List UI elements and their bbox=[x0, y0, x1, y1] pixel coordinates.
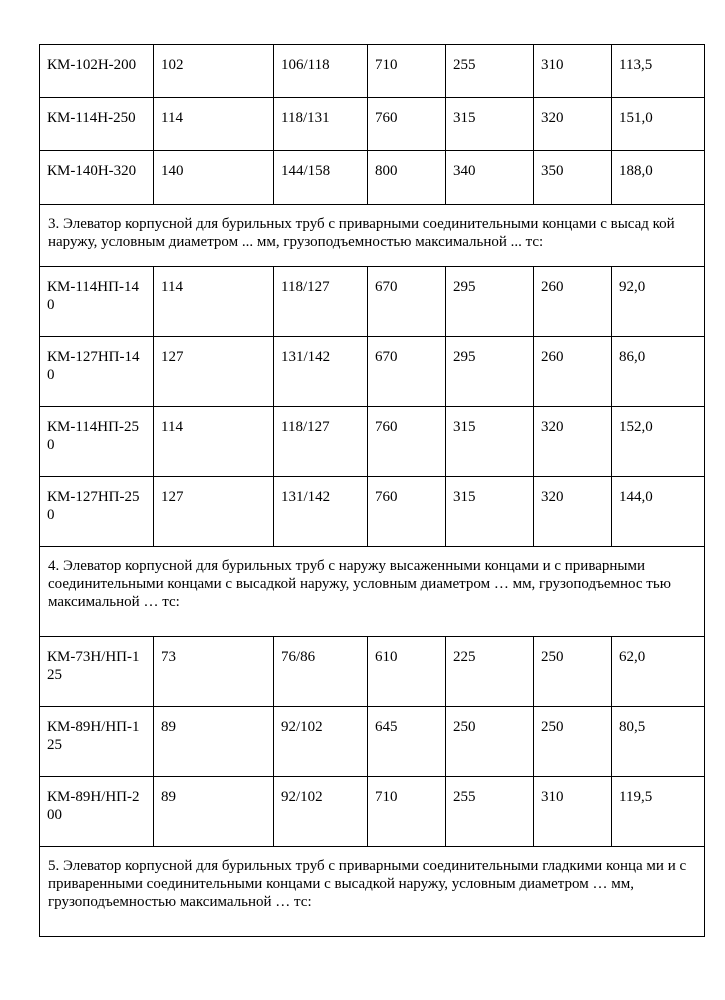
pipe-diameter-cell: 73 bbox=[154, 637, 274, 707]
height-cell: 800 bbox=[368, 151, 446, 205]
pipe-diameter-cell: 127 bbox=[154, 477, 274, 547]
bore-diameter-cell: 131/142 bbox=[274, 477, 368, 547]
table-row bbox=[40, 477, 705, 547]
mass-cell: 119,5 bbox=[612, 777, 705, 847]
bore-diameter-cell: 118/131 bbox=[274, 98, 368, 151]
width-cell: 295 bbox=[446, 337, 534, 407]
depth-cell: 350 bbox=[534, 151, 612, 205]
model-cell: КМ-127НП-14 0 bbox=[40, 337, 154, 407]
section-heading-row bbox=[40, 847, 705, 937]
table-body bbox=[40, 45, 705, 937]
section-heading-cell: 4. Элеватор корпусной для бурильных труб с наружу высаженными концами и с приварными соединительными концами с высадкой наружу, условным диаметром … мм, грузоподъемнос тью максимальной … тс: bbox=[40, 547, 705, 637]
depth-cell: 320 bbox=[534, 477, 612, 547]
table-row bbox=[40, 45, 705, 98]
table-row bbox=[40, 707, 705, 777]
bore-diameter-cell: 118/127 bbox=[274, 267, 368, 337]
width-cell: 315 bbox=[446, 407, 534, 477]
pipe-diameter-cell: 114 bbox=[154, 407, 274, 477]
mass-cell: 113,5 bbox=[612, 45, 705, 98]
pipe-diameter-cell: 89 bbox=[154, 707, 274, 777]
mass-cell: 80,5 bbox=[612, 707, 705, 777]
model-cell: КМ-73Н/НП-1 25 bbox=[40, 637, 154, 707]
bore-diameter-cell: 92/102 bbox=[274, 777, 368, 847]
bore-diameter-cell: 118/127 bbox=[274, 407, 368, 477]
height-cell: 760 bbox=[368, 407, 446, 477]
width-cell: 315 bbox=[446, 98, 534, 151]
model-cell: КМ-114НП-25 0 bbox=[40, 407, 154, 477]
width-cell: 255 bbox=[446, 45, 534, 98]
height-cell: 670 bbox=[368, 267, 446, 337]
mass-cell: 92,0 bbox=[612, 267, 705, 337]
bore-diameter-cell: 76/86 bbox=[274, 637, 368, 707]
table-row bbox=[40, 637, 705, 707]
bore-diameter-cell: 92/102 bbox=[274, 707, 368, 777]
model-cell: КМ-114НП-14 0 bbox=[40, 267, 154, 337]
bore-diameter-cell: 106/118 bbox=[274, 45, 368, 98]
width-cell: 255 bbox=[446, 777, 534, 847]
height-cell: 670 bbox=[368, 337, 446, 407]
pipe-diameter-cell: 127 bbox=[154, 337, 274, 407]
table-row bbox=[40, 777, 705, 847]
model-cell: КМ-140Н-320 bbox=[40, 151, 154, 205]
mass-cell: 62,0 bbox=[612, 637, 705, 707]
depth-cell: 320 bbox=[534, 407, 612, 477]
section-heading-row bbox=[40, 205, 705, 267]
pipe-diameter-cell: 102 bbox=[154, 45, 274, 98]
mass-cell: 152,0 bbox=[612, 407, 705, 477]
depth-cell: 310 bbox=[534, 45, 612, 98]
table-row bbox=[40, 98, 705, 151]
depth-cell: 310 bbox=[534, 777, 612, 847]
bore-diameter-cell: 131/142 bbox=[274, 337, 368, 407]
elevator-spec-table bbox=[39, 44, 705, 937]
pipe-diameter-cell: 140 bbox=[154, 151, 274, 205]
width-cell: 295 bbox=[446, 267, 534, 337]
mass-cell: 144,0 bbox=[612, 477, 705, 547]
depth-cell: 320 bbox=[534, 98, 612, 151]
model-cell: КМ-89Н/НП-1 25 bbox=[40, 707, 154, 777]
mass-cell: 86,0 bbox=[612, 337, 705, 407]
height-cell: 760 bbox=[368, 477, 446, 547]
document-page bbox=[39, 44, 704, 937]
depth-cell: 260 bbox=[534, 267, 612, 337]
height-cell: 645 bbox=[368, 707, 446, 777]
section-heading-cell: 3. Элеватор корпусной для бурильных труб с приварными соединительными концами с высад кой наружу, условным диаметром ... мм, грузоподъемностью максимальной ... тс: bbox=[40, 205, 705, 267]
table-row bbox=[40, 407, 705, 477]
table-row bbox=[40, 337, 705, 407]
pipe-diameter-cell: 114 bbox=[154, 267, 274, 337]
width-cell: 225 bbox=[446, 637, 534, 707]
table-row bbox=[40, 267, 705, 337]
bore-diameter-cell: 144/158 bbox=[274, 151, 368, 205]
depth-cell: 250 bbox=[534, 707, 612, 777]
width-cell: 250 bbox=[446, 707, 534, 777]
height-cell: 710 bbox=[368, 45, 446, 98]
height-cell: 610 bbox=[368, 637, 446, 707]
section-heading-cell: 5. Элеватор корпусной для бурильных труб с приварными соединительными гладкими конца ми и с приваренными соединительными концами с высадкой наружу, условным диаметром … мм, грузоподъемностью максимальной … тс: bbox=[40, 847, 705, 937]
height-cell: 710 bbox=[368, 777, 446, 847]
mass-cell: 151,0 bbox=[612, 98, 705, 151]
pipe-diameter-cell: 114 bbox=[154, 98, 274, 151]
model-cell: КМ-102Н-200 bbox=[40, 45, 154, 98]
height-cell: 760 bbox=[368, 98, 446, 151]
mass-cell: 188,0 bbox=[612, 151, 705, 205]
width-cell: 340 bbox=[446, 151, 534, 205]
section-heading-row bbox=[40, 547, 705, 637]
model-cell: КМ-127НП-25 0 bbox=[40, 477, 154, 547]
depth-cell: 260 bbox=[534, 337, 612, 407]
depth-cell: 250 bbox=[534, 637, 612, 707]
table-row bbox=[40, 151, 705, 205]
model-cell: КМ-89Н/НП-2 00 bbox=[40, 777, 154, 847]
model-cell: КМ-114Н-250 bbox=[40, 98, 154, 151]
pipe-diameter-cell: 89 bbox=[154, 777, 274, 847]
width-cell: 315 bbox=[446, 477, 534, 547]
